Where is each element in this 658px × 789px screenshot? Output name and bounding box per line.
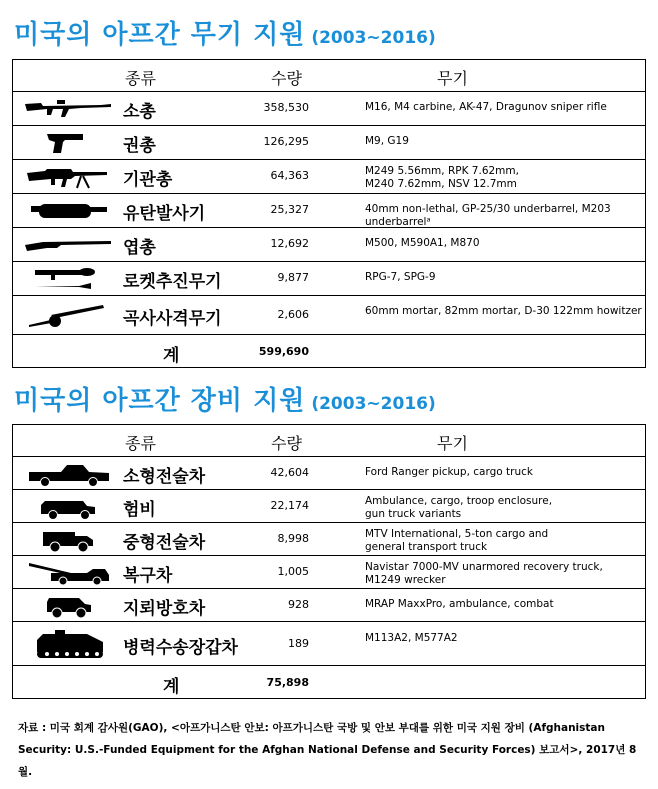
table-row xyxy=(13,262,645,296)
row-qty: 358,530 xyxy=(263,101,309,114)
table-row xyxy=(13,296,645,335)
row-item: M113A2, M577A2 xyxy=(365,632,458,644)
header-kind: 종류 xyxy=(125,434,156,453)
row-kind: 소형전술차 xyxy=(123,467,206,487)
mrap-icon xyxy=(21,592,115,619)
row-qty: 25,327 xyxy=(270,203,309,216)
row-item: MTV International, 5-ton cargo and general transport truck xyxy=(365,528,549,553)
row-item: Ford Ranger pickup, cargo truck xyxy=(365,466,533,478)
shotgun-icon xyxy=(21,231,115,258)
row-qty: 189 xyxy=(288,637,309,650)
table-row xyxy=(13,556,645,589)
row-qty: 22,174 xyxy=(270,499,309,512)
row-kind: 중형전술차 xyxy=(123,533,206,553)
source-note: 자료 : 미국 회계 감사원(GAO), <아프가니스탄 안보: 아프가니스탄 국방 및 안보 부대를 위한 미국 지원 장비 (Afghanistan Security: U.S.-Funded Equipment for the Afghan National Defense and Security Forces) 보고서>, 2017년 8월. xyxy=(18,722,637,778)
table-row xyxy=(13,160,645,194)
table-row xyxy=(13,622,645,666)
equipment-title xyxy=(14,380,436,417)
weapons-title-years: (2003~2016) xyxy=(311,28,436,48)
apc-icon xyxy=(21,628,115,660)
row-kind: 권총 xyxy=(123,136,156,156)
machine-gun-icon xyxy=(21,163,115,190)
table-row xyxy=(13,457,645,490)
cargo-truck-icon xyxy=(21,526,115,553)
row-qty: 12,692 xyxy=(270,237,309,250)
row-kind: 곡사사격무기 xyxy=(123,309,222,329)
total-qty: 599,690 xyxy=(258,345,309,358)
weapons-title-main: 미국의 아프간 무기 지원 xyxy=(14,20,306,50)
row-kind: 소총 xyxy=(123,102,156,122)
table-row xyxy=(13,194,645,228)
equipment-table-header xyxy=(13,425,645,457)
table-row xyxy=(13,92,645,126)
row-kind: 병력수송장갑차 xyxy=(123,638,238,658)
table-row xyxy=(13,490,645,523)
pistol-icon xyxy=(21,129,115,156)
row-kind: 유탄발사기 xyxy=(123,204,206,224)
row-qty: 1,005 xyxy=(277,565,309,578)
weapons-table xyxy=(12,59,646,368)
row-item: Ambulance, cargo, troop enclosure, gun truck variants xyxy=(365,495,553,520)
row-kind: 험비 xyxy=(123,500,156,520)
pickup-truck-icon xyxy=(21,460,115,487)
row-item: M16, M4 carbine, AK-47, Dragunov sniper rifle xyxy=(365,101,607,113)
weapons-table-header xyxy=(13,60,645,92)
total-label: 계 xyxy=(163,677,180,697)
rocket-launcher-icon xyxy=(21,265,115,292)
grenade-launcher-icon xyxy=(21,197,115,224)
row-qty: 126,295 xyxy=(263,135,309,148)
row-qty: 9,877 xyxy=(277,271,309,284)
row-item: 60mm mortar, 82mm mortar, D-30 122mm howitzer xyxy=(365,305,642,317)
table-row xyxy=(13,589,645,622)
row-item: M9, G19 xyxy=(365,135,409,147)
wrecker-truck-icon xyxy=(21,559,115,586)
howitzer-icon xyxy=(21,301,115,328)
row-qty: 8,998 xyxy=(277,532,309,545)
row-qty: 64,363 xyxy=(270,169,309,182)
row-item: RPG-7, SPG-9 xyxy=(365,271,436,283)
header-kind: 종류 xyxy=(125,69,156,88)
row-kind: 기관총 xyxy=(123,170,173,190)
row-item: M249 5.56mm, RPK 7.62mm, M240 7.62mm, NSV 12.7mm xyxy=(365,165,519,190)
row-kind: 엽총 xyxy=(123,238,156,258)
row-kind: 지뢰방호차 xyxy=(123,599,206,619)
weapons-title xyxy=(14,14,436,51)
rifle-icon xyxy=(21,95,115,122)
header-item: 무기 xyxy=(437,434,468,453)
row-item: M500, M590A1, M870 xyxy=(365,237,480,249)
row-item: Navistar 7000-MV unarmored recovery truck, M1249 wrecker xyxy=(365,561,603,586)
table-row xyxy=(13,523,645,556)
equipment-table xyxy=(12,424,646,699)
equipment-total-row xyxy=(13,666,645,698)
row-kind: 로켓추진무기 xyxy=(123,272,222,292)
total-label: 계 xyxy=(163,346,180,366)
row-item: 40mm non-lethal, GP-25/30 underbarrel, M203 underbarrelᵃ xyxy=(365,203,611,228)
equipment-title-main: 미국의 아프간 장비 지원 xyxy=(14,386,306,416)
humvee-icon xyxy=(21,493,115,520)
row-qty: 928 xyxy=(288,598,309,611)
table-row xyxy=(13,228,645,262)
equipment-title-years: (2003~2016) xyxy=(311,394,436,414)
header-item: 무기 xyxy=(437,69,468,88)
row-qty: 2,606 xyxy=(277,308,309,321)
header-qty: 수량 xyxy=(271,69,302,88)
header-qty: 수량 xyxy=(271,434,302,453)
row-kind: 복구차 xyxy=(123,566,173,586)
weapons-total-row xyxy=(13,335,645,367)
row-item: MRAP MaxxPro, ambulance, combat xyxy=(365,598,554,610)
total-qty: 75,898 xyxy=(266,676,309,689)
row-qty: 42,604 xyxy=(270,466,309,479)
table-row xyxy=(13,126,645,160)
